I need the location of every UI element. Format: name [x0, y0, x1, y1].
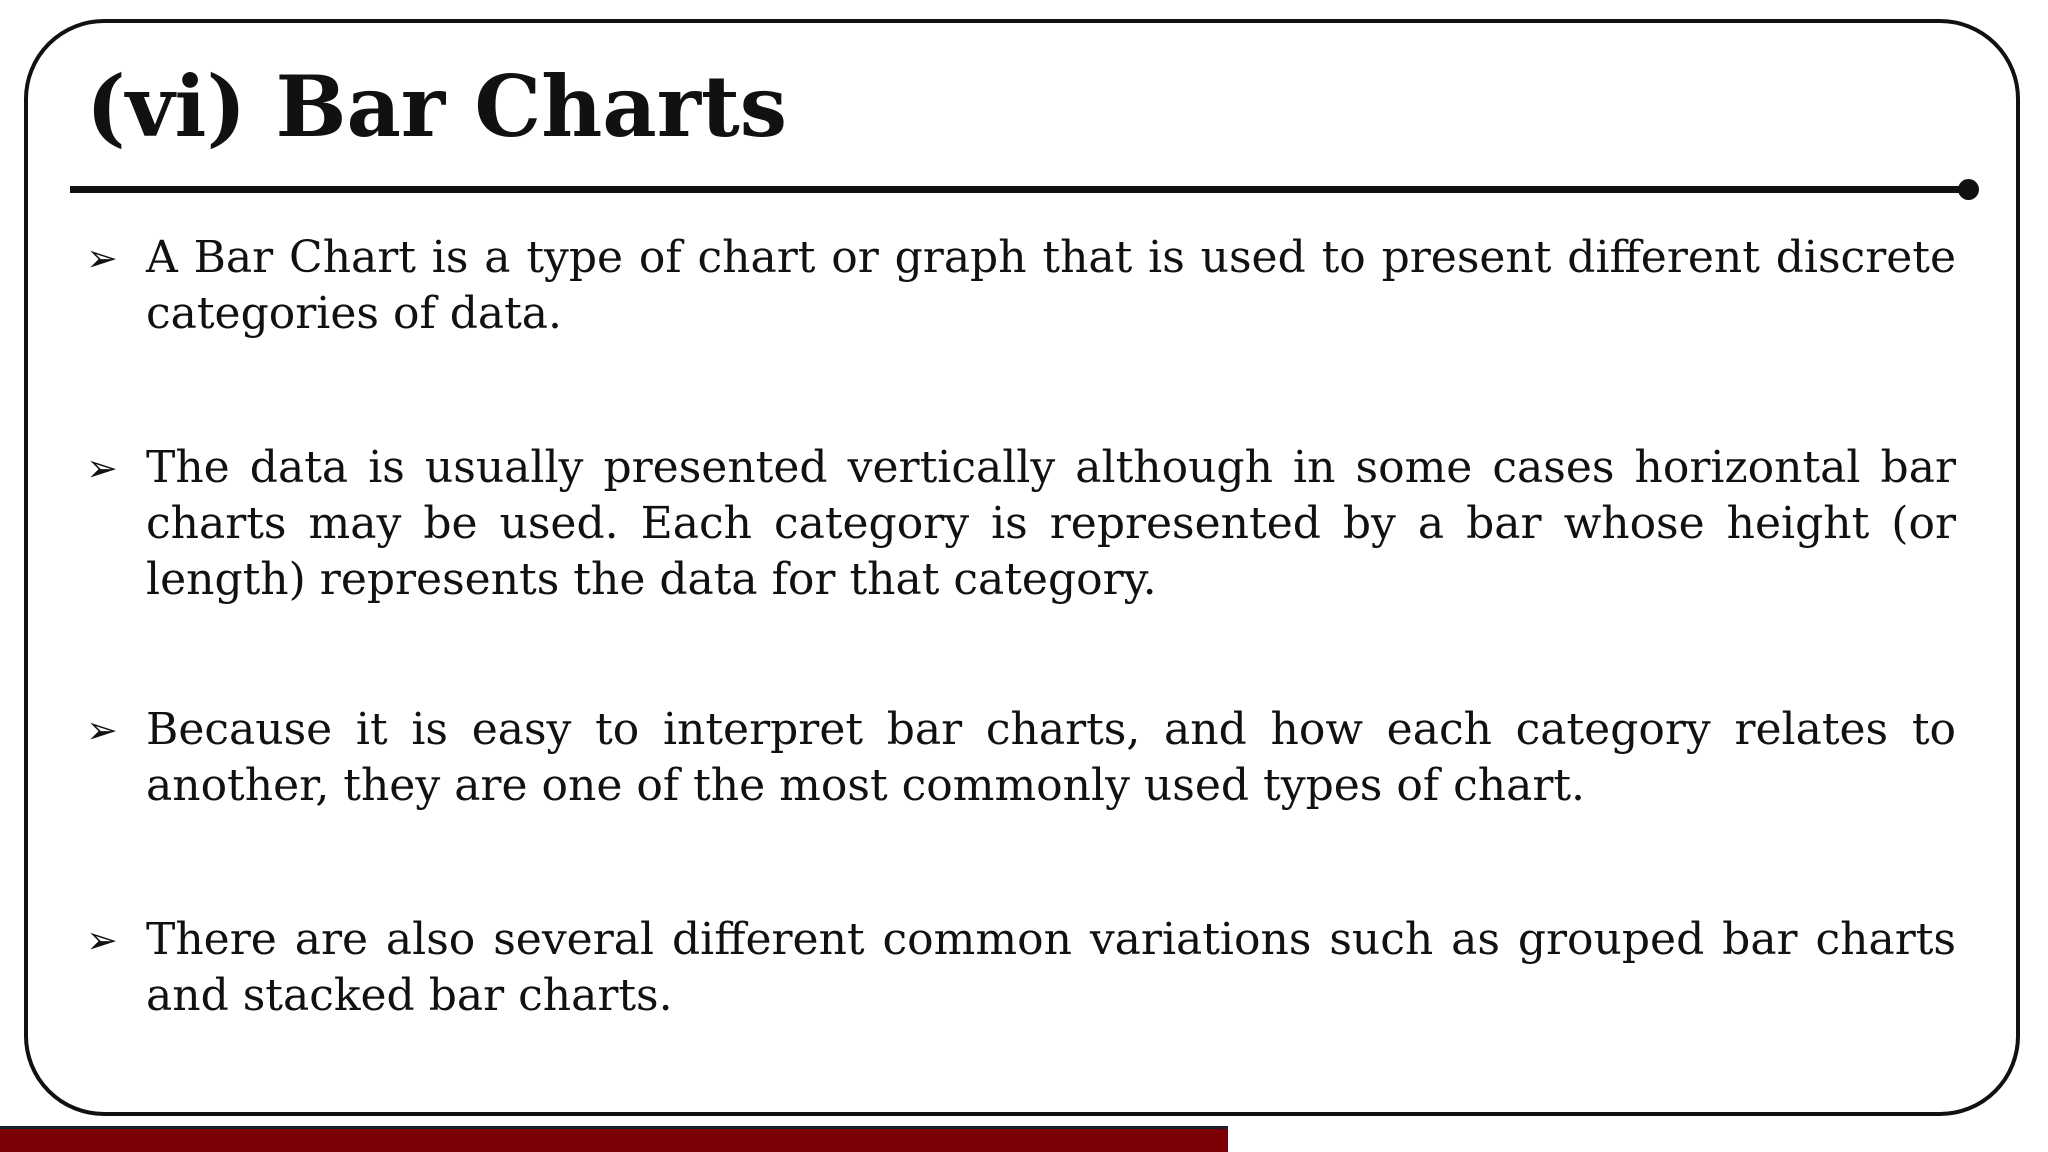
- bullet-item: [86, 912, 1956, 1024]
- bullet-text: There are also several different common variations such as grouped bar charts and stacked bar charts.: [146, 914, 1956, 1021]
- title-divider: [70, 186, 1968, 193]
- footer-accent-bar: [0, 1126, 1228, 1152]
- bullet-item: [86, 230, 1956, 342]
- arrowhead-bullet-icon: ➢: [86, 708, 118, 752]
- bullet-text: A Bar Chart is a type of chart or graph that is used to present different discrete categories of data.: [146, 232, 1956, 339]
- arrowhead-bullet-icon: ➢: [86, 918, 118, 962]
- bullet-item: [86, 702, 1956, 814]
- arrowhead-bullet-icon: ➢: [86, 236, 118, 280]
- bullet-item: [86, 440, 1956, 608]
- slide-title: (vi) Bar Charts: [86, 57, 788, 156]
- bullet-text: The data is usually presented vertically although in some cases horizontal bar charts may be used. Each category is represented by a bar whose height (or length) represents the data for that category.: [146, 442, 1956, 605]
- divider-end-dot: [1958, 179, 1979, 200]
- arrowhead-bullet-icon: ➢: [86, 446, 118, 490]
- bullet-text: Because it is easy to interpret bar charts, and how each category relates to another, they are one of the most commonly used types of chart.: [146, 704, 1956, 811]
